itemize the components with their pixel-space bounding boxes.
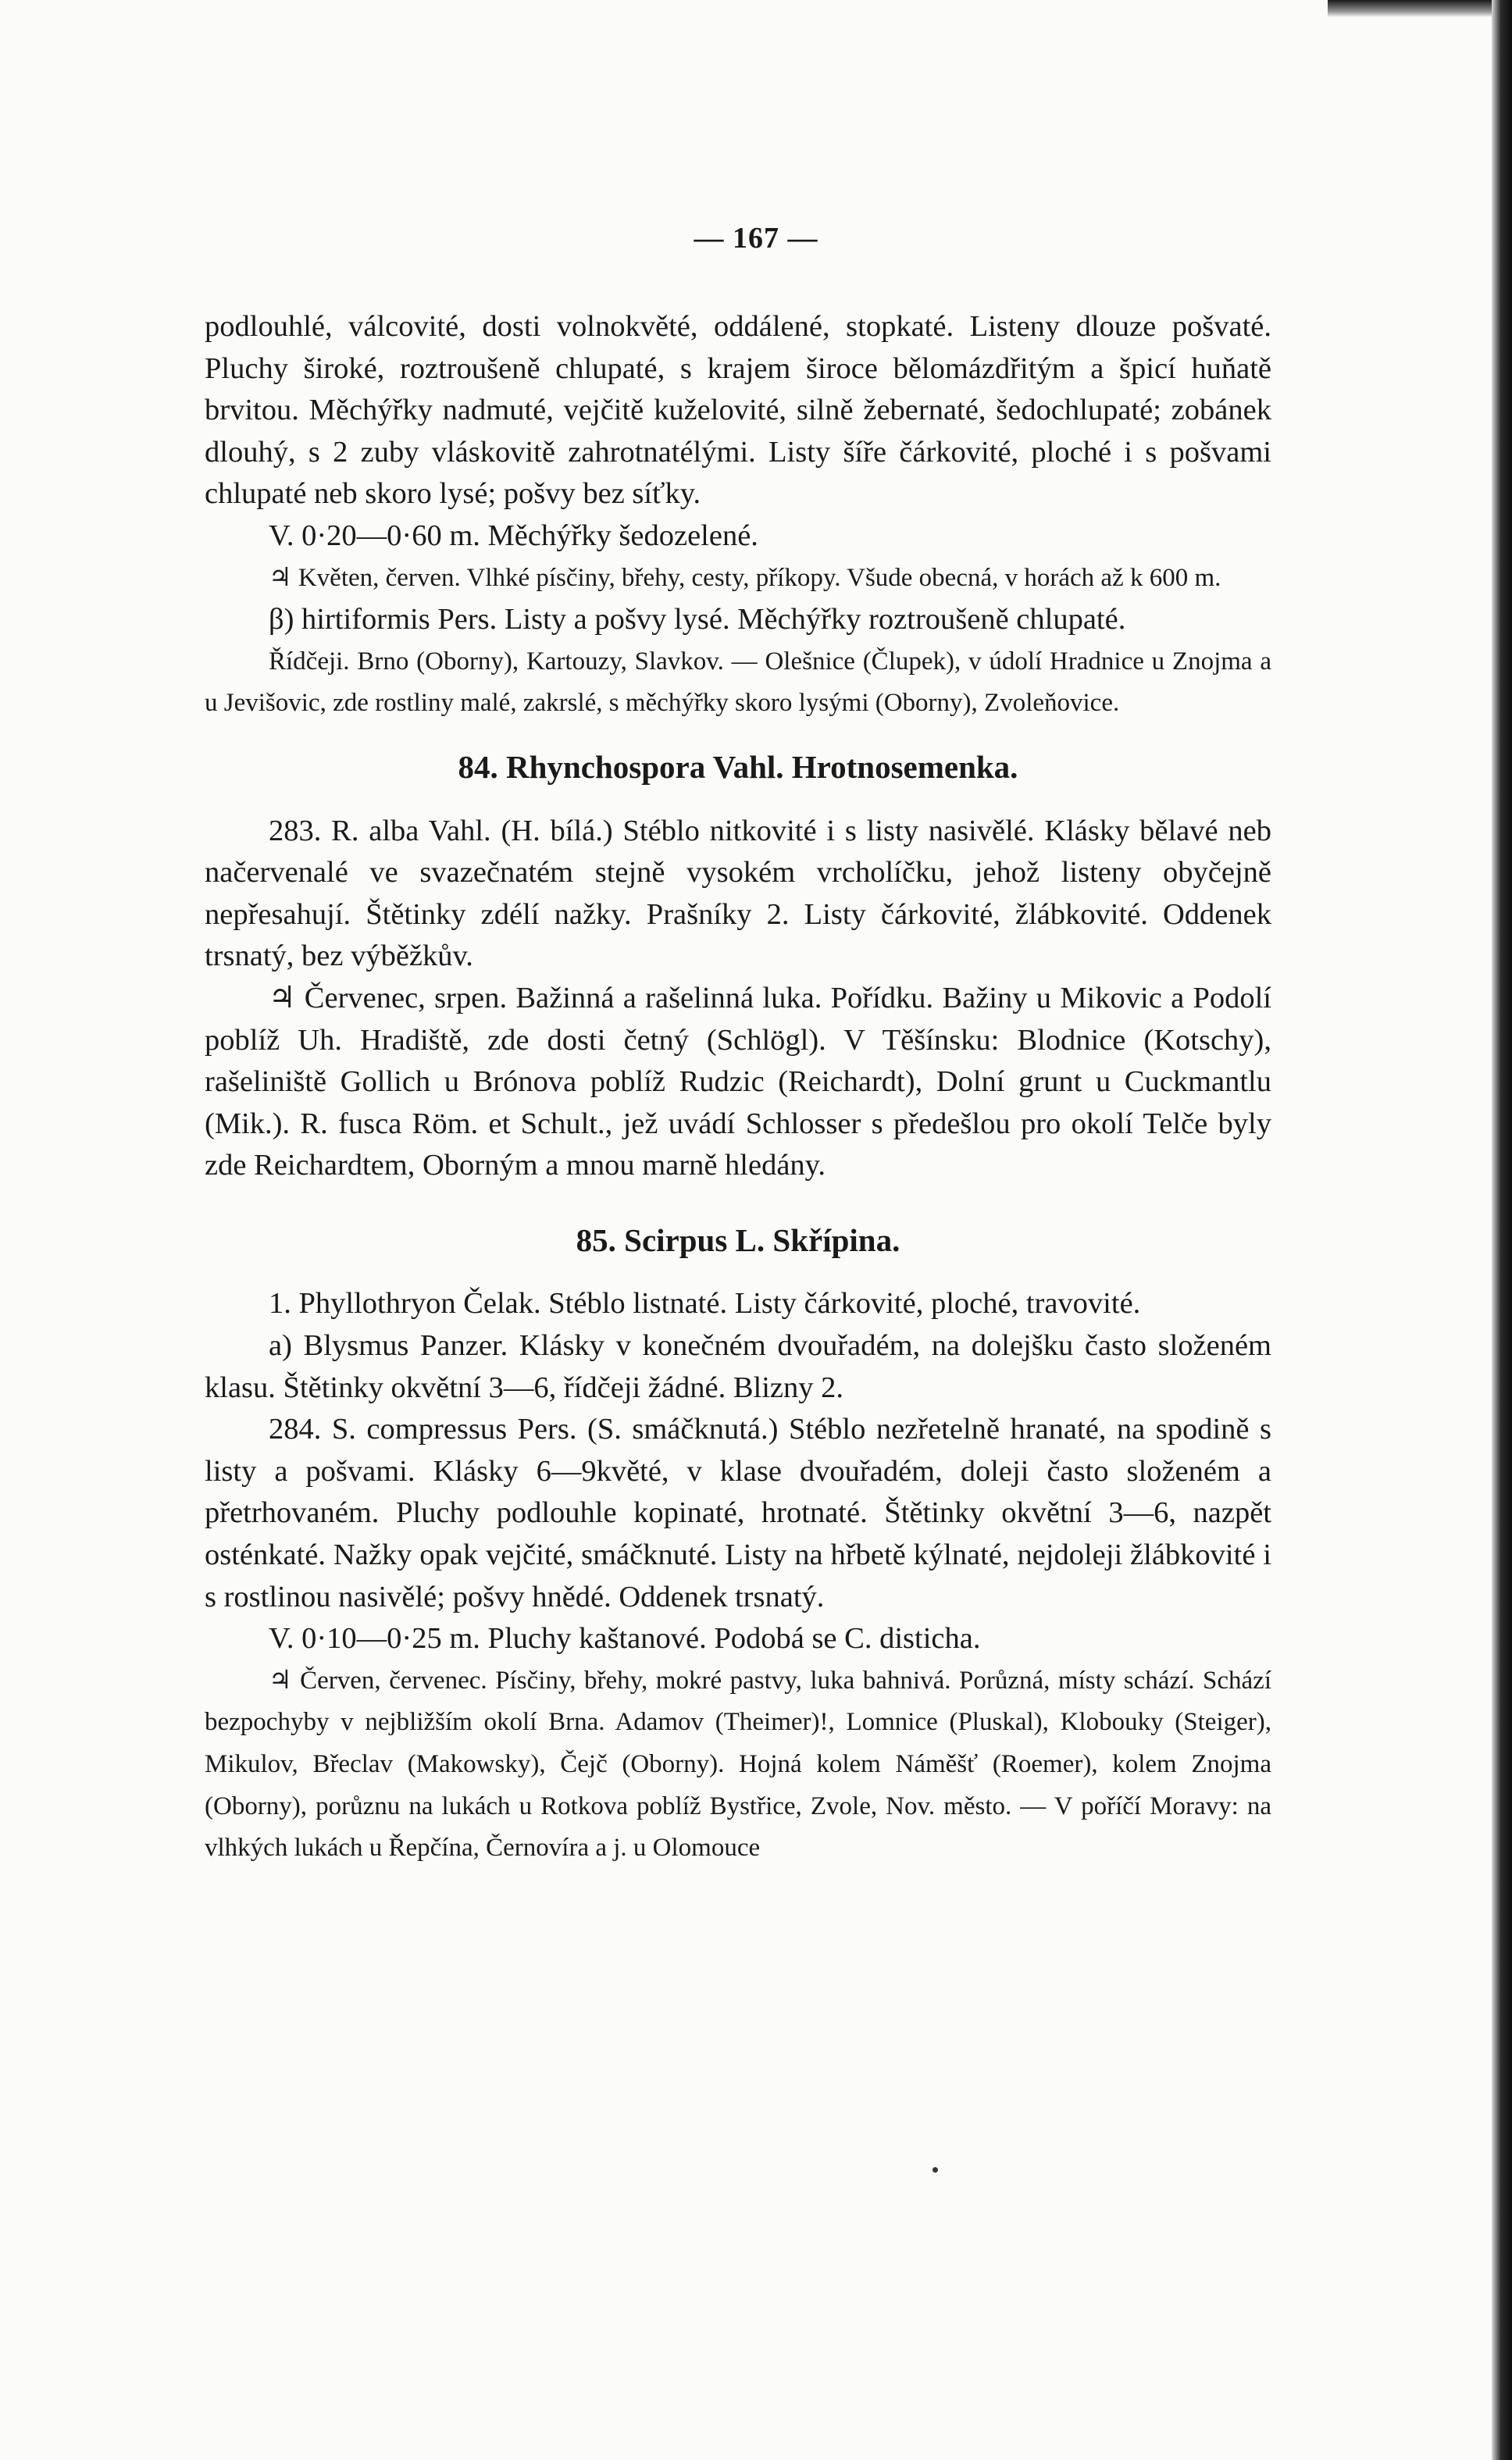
paragraph-habitat: ♃ Květen, červen. Vlhké písčiny, břehy, cesty, příkopy. Všude obecná, v horách až k 600 m. — [269, 563, 1221, 592]
paragraph-localities: Řídčeji. Brno (Oborny), Kartouzy, Slavkov. — Olešnice (Člupek), v údolí Hradnice u Znojma a u Jevišovic, zde rostliny malé, zakrslé, s měchýřky skoro lysými (Oborny), Zvoleňovice. — [205, 647, 1271, 718]
scan-edge-right — [1492, 0, 1512, 2460]
genus-heading-rhynchospora: 84. Rhynchospora Vahl. Hrotnosemenka. — [458, 748, 1018, 785]
paragraph-section-phyllothryon: 1. Phyllothryon Čelak. Stéblo listnaté. Listy čárkovité, ploché, travovité. — [269, 1287, 1141, 1321]
scan-edge-top — [1328, 0, 1512, 17]
paragraph-variety: β) hirtiformis Pers. Listy a pošvy lysé. Měchýřky roztroušeně chlupaté. — [269, 603, 1126, 636]
paragraph-description-continued: podlouhlé, válcovité, dosti volnokvěté, oddálené, stopkaté. Listeny dlouze pošvaté. Pluchy široké, roztroušeně chlupaté, s krajem široce bělomázdřitým a špicí huňatě brvitou. Měchýřky nadmuté, vejčitě kuželovité, silně žebernaté, šedochlupaté; zobánek dlouhý, s 2 zuby vláskovitě zahrotnatélými. Listy šíře čárkovité, ploché i s pošvami chlupaté neb skoro lysé; pošvy bez síťky. — [205, 310, 1271, 511]
genus-heading-scirpus: 85. Scirpus L. Skřípina. — [576, 1221, 900, 1258]
paragraph-species-283: 283. R. alba Vahl. (H. bílá.) Stéblo nitkovité i s listy nasivělé. Klásky bělavé neb načervenalé ve svazečnatém stejně vysokém vrcholíčku, jehož listeny obyčejně nepřesahují. Štětinky zdélí nažky. Prašníky 2. Listy čárkovité, žlábkovité. Oddenek trsnatý, bez výběžkův. — [205, 814, 1271, 973]
body-text — [205, 306, 1271, 1870]
scan-speck — [933, 2167, 938, 2173]
paragraph-species-284-size: V. 0·10—0·25 m. Pluchy kaštanové. Podobá se C. disticha. — [269, 1622, 981, 1656]
paragraph-size: V. 0·20—0·60 m. Měchýřky šedozelené. — [269, 519, 758, 552]
paragraph-species-284: 284. S. compressus Pers. (S. smáčknutá.) Stéblo nezřetelně hranaté, na spodině s listy a pošvami. Klásky 6—9květé, v klase dvouřadém, doleji často složeném a přetrhovaném. Pluchy podlouhle kopinaté, hrotnaté. Štětinky okvětní 3—6, nazpět osténkaté. Nažky opak vejčité, smáčknuté. Listy na hřbetě kýlnaté, nejdoleji žlábkovité i s rostlinou nasivělé; pošvy hnědé. Oddenek trsnatý. — [205, 1413, 1271, 1613]
paragraph-species-284-localities: ♃ Červen, červenec. Písčiny, břehy, mokré pastvy, luka bahnivá. Porůzná, místy schází. Schází bezpochyby v nejbližším okolí Brna. Adamov (Theimer)!, Lomnice (Pluskal), Klobouky (Steiger), Mikulov, Břeclav (Makowsky), Čejč (Oborny). Hojná kolem Náměšť (Roemer), kolem Znojma (Oborny), porůznu na lukách u Rotkova poblíž Bystřice, Zvole, Nov. město. — V poříčí Moravy: na vlhkých lukách u Řepčína, Černovíra a j. u Olomouce — [205, 1666, 1271, 1863]
paragraph-subsection-blysmus: a) Blysmus Panzer. Klásky v konečném dvouřadém, na dolejšku často složeném klasu. Štětinky okvětní 3—6, řídčeji žádné. Blizny 2. — [205, 1329, 1271, 1404]
page-number: — 167 — — [694, 222, 818, 255]
paragraph-species-283-habitat: ♃ Červenec, srpen. Bažinná a rašelinná luka. Pořídku. Bažiny u Mikovic a Podolí poblíž Uh. Hradiště, zde dosti četný (Schlögl). V Těšínsku: Blodnice (Kotschy), rašeliniště Gollich u Brónova poblíž Rudzic (Reichardt), Dolní grunt u Cuckmantlu (Mik.). R. fusca Röm. et Schult., jež uvádí Schlosser s předešlou pro okolí Telče byly zde Reichardtem, Oborným a mnou marně hledány. — [205, 981, 1271, 1182]
